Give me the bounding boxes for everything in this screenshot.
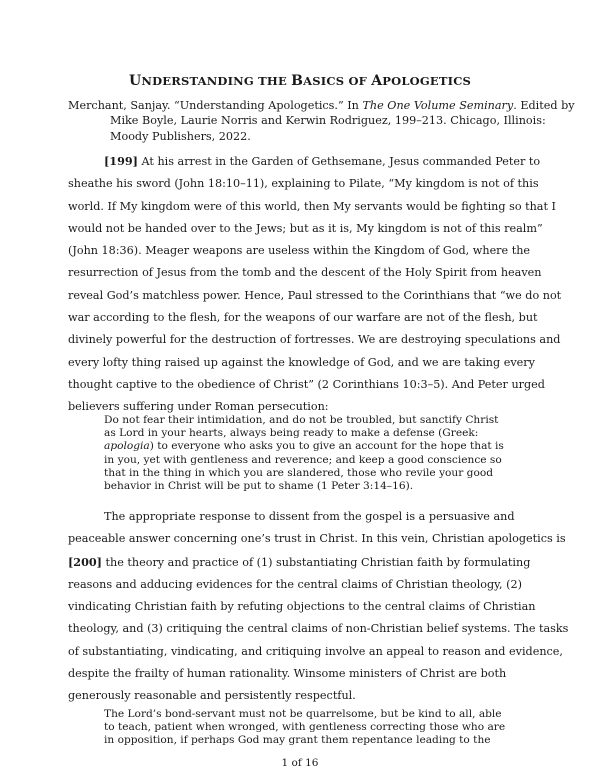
paragraph-line: sheathe his sword (John 18:10–11), explaining to Pilate, “My kingdom is not of this (68, 177, 539, 191)
paragraph-line (68, 150, 541, 173)
title-cap-u: U (128, 73, 142, 89)
title-cap-a: A (371, 73, 383, 89)
title-part-1: NDERSTANDING THE (141, 74, 292, 88)
paragraph-line: reasons and adducing evidences for the central claims of Christian theology, (2) (68, 577, 522, 591)
title-part-3: POLOGETICS (382, 74, 472, 88)
paragraph-line: resurrection of Jesus from the tomb and the descent of the Holy Spirit from heaven (68, 266, 542, 280)
paragraph-line: war according to the flesh, for the weapons of our warfare are not of the flesh, but (68, 311, 538, 325)
quote-line: Do not fear their intimidation, and do not be troubled, but sanctify Christ (104, 414, 499, 426)
paragraph-line: peaceable answer concerning one’s trust in Christ. In this vein, Christian apologetics is (68, 532, 566, 546)
paragraph-2 (68, 506, 569, 708)
quote-line: in opposition, if perhaps God may grant them repentance leading to the (104, 734, 491, 747)
citation-pre: Merchant, Sanjay. “Understanding Apologetics.” In (68, 99, 363, 112)
line-text: the theory and practice of (1) substantiating Christian faith by formulating (101, 555, 531, 569)
paragraph-line: theology, and (3) critiquing the central claims of non-Christian belief systems. The tasks (68, 622, 569, 636)
paragraph-line: world. If My kingdom were of this world, then My servants would be fighting so that I (68, 199, 556, 213)
line-text: At his arrest in the Garden of Gethsemane, Jesus commanded Peter to (137, 155, 541, 168)
paragraph-line: believers suffering under Roman persecution: (68, 400, 329, 414)
block-quote-1 (104, 414, 536, 493)
quote-line (104, 440, 536, 453)
paragraph-line: vindicating Christian faith by refuting objections to the central claims of Christian (68, 600, 536, 614)
quote-line: that in the thing in which you are slandered, those who revile your good (104, 466, 494, 479)
paragraph-line (68, 551, 538, 574)
paragraph-line: reveal God’s matchless power. Hence, Paul stressed to the Corinthians that “we do not (68, 288, 562, 302)
quote-line: behavior in Christ will be put to shame (1 Peter 3:14–16). (104, 480, 414, 493)
bibliographic-citation (68, 98, 580, 144)
paragraph-1 (68, 150, 562, 419)
paragraph-line: every lofty thing raised up against the knowledge of God, and we are taking every (68, 355, 535, 369)
block-quote-2 (104, 708, 536, 748)
quote-line: to teach, patient when wronged, with gentleness correcting those who are (104, 721, 506, 734)
quote-line: as Lord in your hearts, always being ready to make a defense (Greek: (104, 427, 479, 440)
paragraph-line: generously reasonable and persistently respectful. (68, 689, 356, 703)
paragraph-line: The appropriate response to dissent from the gospel is a persuasive and (104, 510, 515, 523)
page-title (0, 73, 600, 89)
title-cap-b: B (291, 73, 304, 89)
title-part-2: ASICS OF (303, 74, 372, 88)
citation-post: . Edited by Mike Boyle, Laurie Norris and Kerwin Rodriguez, 199–213. Chicago, Illinois: Moody Publishers, 2022. (110, 99, 575, 143)
citation-book-title: The One Volume Seminary (362, 99, 514, 112)
paragraph-line: divinely powerful for the destruction of fortresses. We are destroying speculations and (68, 333, 561, 347)
page-number: 1 of 16 (281, 757, 319, 769)
line-text: ) to everyone who asks you to give an account for the hope that is (149, 440, 504, 453)
page-reference-199: [199] (104, 154, 138, 168)
paragraph-line: would not be handed over to the Jews; but as it is, My kingdom is not of this realm” (68, 221, 543, 235)
paragraph-line: despite the frailty of human rationality. Winsome ministers of Christ are both (68, 667, 507, 681)
quote-line: in you, yet with gentleness and reverence; and keep a good conscience so (104, 453, 502, 466)
paragraph-line: (John 18:36). Meager weapons are useless within the Kingdom of God, where the (68, 244, 531, 258)
paragraph-line: thought captive to the obedience of Christ” (2 Corinthians 10:3–5). And Peter urged (68, 377, 545, 391)
page-reference-200: [200] (68, 554, 102, 569)
paragraph-line: of substantiating, vindicating, and critiquing involve an appeal to reason and evidence, (68, 644, 563, 658)
italic-term: apologia (104, 440, 150, 453)
quote-line: The Lord’s bond-servant must not be quarrelsome, but be kind to all, able (104, 708, 502, 720)
